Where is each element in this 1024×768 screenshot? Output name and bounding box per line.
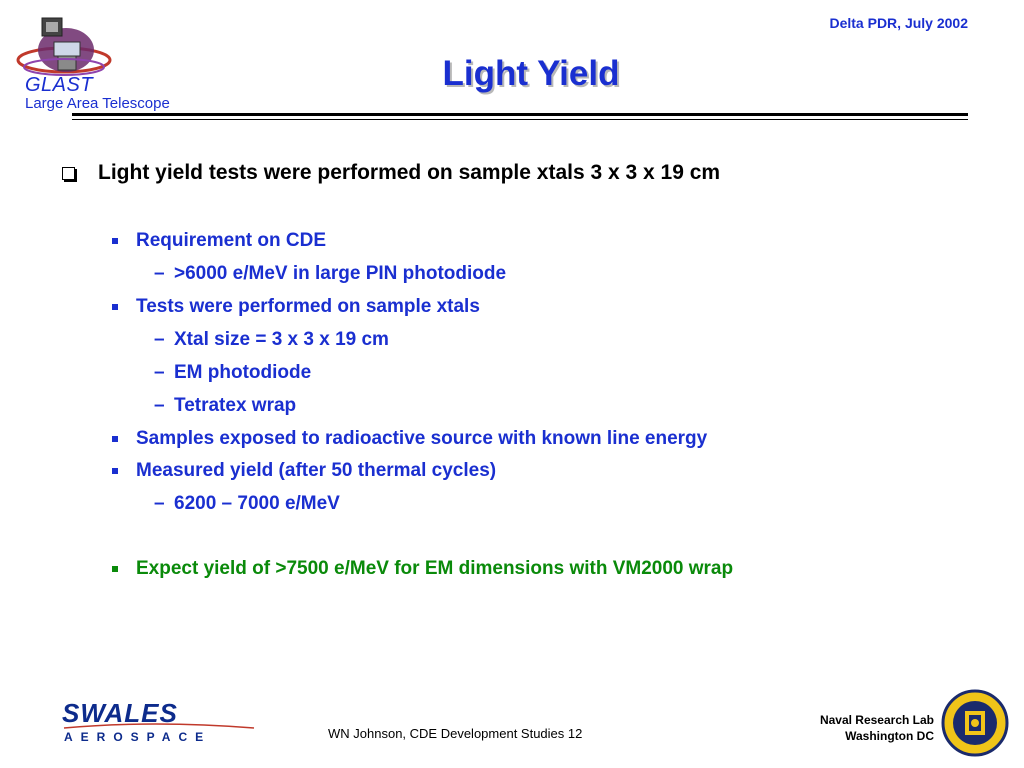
square-bullet-icon [112, 238, 118, 244]
event-label: Delta PDR, July 2002 [829, 15, 968, 31]
dash-bullet-icon: – [154, 329, 165, 350]
bullet-text: Samples exposed to radioactive source with known line energy [136, 428, 708, 449]
checkbox-bullet-icon [62, 167, 75, 180]
bullet-text: Tetratex wrap [174, 395, 297, 416]
square-bullet-icon [112, 436, 118, 442]
dash-bullet-icon: – [154, 395, 165, 416]
org-label [820, 712, 934, 744]
sub-bullet-item [154, 395, 296, 417]
square-bullet-icon [112, 566, 118, 572]
bullet-item [112, 428, 707, 450]
bullet-item [112, 558, 733, 580]
square-bullet-icon [112, 304, 118, 310]
bullet-text: Requirement on CDE [136, 230, 327, 251]
bullet-text: EM photodiode [174, 362, 312, 383]
bullet-text: Tests were performed on sample xtals [136, 296, 480, 317]
dash-bullet-icon: – [154, 493, 165, 514]
bullet-text: 6200 – 7000 e/MeV [174, 493, 340, 514]
org-line-2: Washington DC [845, 729, 934, 743]
nrl-seal-icon [941, 689, 1009, 757]
title-rule-thin [72, 119, 968, 120]
bullet-text: Measured yield (after 50 thermal cycles) [136, 460, 497, 481]
main-bullet-text: Light yield tests were performed on sample xtals 3 x 3 x 19 cm [98, 161, 721, 184]
bullet-item [112, 460, 496, 482]
swales-logo-text: SWALES [62, 698, 178, 728]
logo-subtitle: Large Area Telescope [25, 95, 170, 112]
sub-bullet-item [154, 493, 340, 515]
bullet-item [112, 230, 326, 252]
sub-bullet-item [154, 329, 389, 351]
sub-bullet-item [154, 362, 311, 384]
org-line-1: Naval Research Lab [819, 713, 934, 727]
slide-title: Light Yield [442, 54, 620, 93]
bullet-item [112, 296, 480, 318]
footer-caption: WN Johnson, CDE Development Studies 12 [328, 726, 583, 741]
dash-bullet-icon: – [154, 362, 165, 383]
bullet-text: >6000 e/MeV in large PIN photodiode [174, 263, 507, 284]
sub-bullet-item [154, 263, 506, 285]
square-bullet-icon [112, 468, 118, 474]
bullet-text: Xtal size = 3 x 3 x 19 cm [174, 329, 389, 350]
swales-logo-subtext: AEROSPACE [64, 730, 212, 744]
bullet-text: Expect yield of >7500 e/MeV for EM dimensions with VM2000 wrap [136, 558, 734, 579]
dash-bullet-icon: – [154, 263, 165, 284]
main-bullet [62, 161, 720, 185]
title-rule-thick [72, 113, 968, 116]
glast-logo-text: GLAST [25, 74, 94, 96]
